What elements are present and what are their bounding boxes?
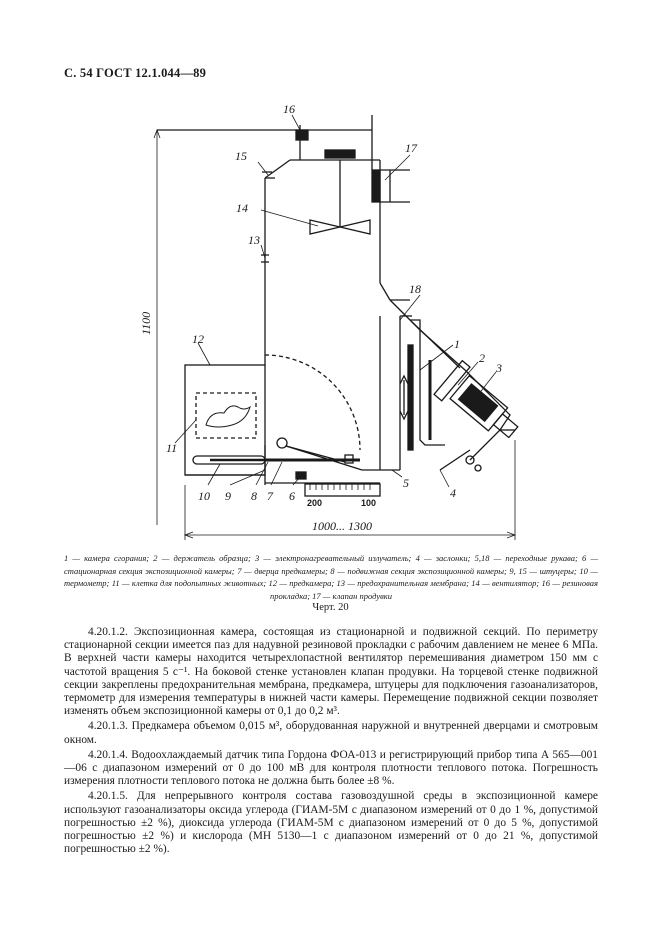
pre-chamber bbox=[185, 365, 265, 475]
shutter bbox=[408, 345, 413, 450]
label-7: 7 bbox=[267, 489, 273, 503]
figure-legend: 1 — камера сгорания; 2 — держатель образца; 3 — электронагревательный излучатель; 4 — заслонки; 5,18 — переходные рукава; 6 — стационарная секция экспозиционной камеры; 7 — дверца предкамеры; 8 — подвижная секция экспозиционной камеры; 9, 15 — штуцеры; 10 — термометр; 11 — клетка для подопытных животных; 12 — предкамера; 13 — предохранительная мембрана; 14 — вентилятор; 16 — резиновая прокладка; 17 — клапан продувки bbox=[64, 553, 598, 601]
animal-cage bbox=[196, 393, 256, 438]
dimension-width: 1000... 1300 bbox=[312, 519, 372, 533]
label-18: 18 bbox=[409, 282, 421, 296]
rubber-gasket bbox=[296, 130, 308, 140]
label-2: 2 bbox=[479, 351, 485, 365]
label-14: 14 bbox=[236, 201, 248, 215]
page-header: С. 54 ГОСТ 12.1.044—89 bbox=[64, 66, 207, 80]
label-11: 11 bbox=[166, 441, 178, 455]
label-12: 12 bbox=[192, 332, 204, 346]
label-16: 16 bbox=[283, 102, 295, 116]
door-hinge bbox=[277, 438, 287, 448]
radiant-heater bbox=[434, 361, 527, 449]
body-text bbox=[64, 626, 598, 858]
label-17: 17 bbox=[405, 141, 417, 155]
paragraph-4-20-1-2: 4.20.1.2. Экспозиционная камера, состоящая из стационарной и подвижной секций. По периметру стационарной секции имеется паз для надувной резиновой прокладки с рабочим давлением не менее 6 МПа. В верхней части камеры находится четырехлопастной вентилятор перемешивания диаметром 150 мм с частотой вращения 5 с⁻¹. На боковой стенке установлен клапан продувки. На торцевой стенке подвижной секции закреплены предохранительная мембрана, предкамера, штуцеры для подключения газоанализаторов, термометр для измерения температуры в нижней части камеры. Перемещение подвижной секции позволяет изменять объем экспозиционной камеры от 0,1 до 0,2 м³. bbox=[64, 626, 598, 718]
label-4: 4 bbox=[450, 486, 456, 500]
scale-start-label: 200 bbox=[307, 498, 323, 508]
rat-figure bbox=[206, 406, 250, 427]
paragraph-4-20-1-3: 4.20.1.3. Предкамера объемом 0,015 м³, оборудованная наружной и внутренней дверцами и смотровым окном. bbox=[64, 720, 598, 746]
dimension-height: 1100 bbox=[139, 311, 153, 335]
paragraph-4-20-1-4: 4.20.1.4. Водоохлаждаемый датчик типа Гордона ФОА-013 и регистрирующий прибор типа А 565—001—06 с диапазоном измерений от 0 до 100 мВ для контроля плотности теплового потока. Погрешность измерения плотности теплового потока не должна быть более ±8 %. bbox=[64, 748, 598, 788]
label-8: 8 bbox=[251, 489, 257, 503]
purge-valve bbox=[372, 170, 380, 202]
label-3: 3 bbox=[496, 361, 502, 375]
label-5: 5 bbox=[403, 476, 409, 490]
label-1: 1 bbox=[454, 337, 460, 351]
label-15: 15 bbox=[235, 149, 247, 163]
fan-blade-left bbox=[310, 220, 340, 234]
scale-end-label: 100 bbox=[361, 498, 377, 508]
moving-section-arc bbox=[265, 355, 360, 450]
figure-caption: Черт. 20 bbox=[312, 602, 349, 613]
label-10: 10 bbox=[198, 489, 210, 503]
combustion-chamber bbox=[410, 320, 445, 445]
paragraph-4-20-1-5: 4.20.1.5. Для непрерывного контроля состава газовоздушной среды в экспозиционной камере используют газоанализаторы оксида углерода (ГИАМ-5М с диапазоном измерений от 0 до 1 %, допустимой погрешностью ±2 %), диоксида углерода (ГИАМ-5М с диапазоном измерений от 0 до 5 %, допустимой погрешностью ±2 %) и кислорода (МН 5130—1 с диапазоном измерений от 0 до 21 %, допустимой погрешностью ±2 %). bbox=[64, 790, 598, 856]
label-13: 13 bbox=[248, 233, 260, 247]
fan-blade-right bbox=[340, 220, 370, 234]
label-6: 6 bbox=[289, 489, 295, 503]
label-9: 9 bbox=[225, 489, 231, 503]
